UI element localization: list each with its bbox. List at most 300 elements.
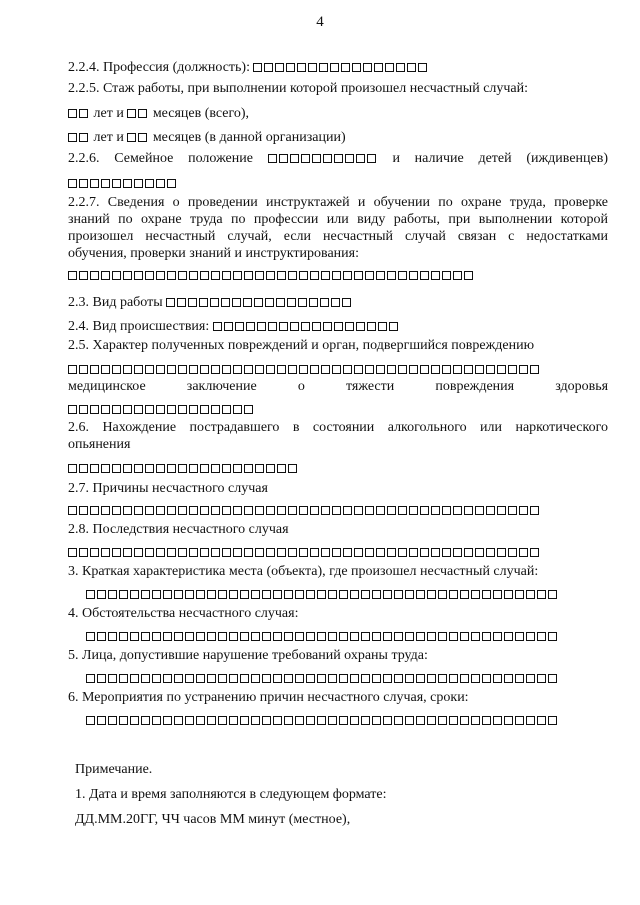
form-box-cell bbox=[398, 271, 407, 280]
form-box-cell bbox=[185, 590, 194, 599]
form-box-cell bbox=[460, 674, 469, 683]
form-box-cell bbox=[79, 506, 88, 515]
form-box-cell bbox=[312, 154, 321, 163]
form-box-cell bbox=[275, 63, 284, 72]
form-box-cell bbox=[244, 405, 253, 414]
form-box-cell bbox=[156, 548, 165, 557]
form-box-cell bbox=[537, 716, 546, 725]
form-box-cell bbox=[418, 63, 427, 72]
form-box-cell bbox=[464, 271, 473, 280]
form-box-cell bbox=[174, 716, 183, 725]
form-box-cell bbox=[354, 365, 363, 374]
form-box-cell bbox=[167, 271, 176, 280]
form-box-cell bbox=[486, 548, 495, 557]
form-box-cell bbox=[365, 365, 374, 374]
form-box-cell bbox=[152, 632, 161, 641]
form-box-cell bbox=[471, 716, 480, 725]
form-box-cell bbox=[332, 365, 341, 374]
form-box-cell bbox=[486, 365, 495, 374]
box-field-incident-type bbox=[213, 322, 400, 339]
form-box-cell bbox=[232, 298, 241, 307]
form-box-cell bbox=[68, 109, 77, 118]
form-box-cell bbox=[299, 271, 308, 280]
form-box-cell bbox=[156, 179, 165, 188]
form-box-cell bbox=[68, 506, 77, 515]
form-box-cell bbox=[387, 271, 396, 280]
item-6: 6. Мероприятия по устранению причин несчастного случая, сроки: bbox=[68, 690, 469, 705]
form-box-cell bbox=[130, 674, 139, 683]
form-box-cell bbox=[68, 464, 77, 473]
form-box-cell bbox=[251, 632, 260, 641]
form-box-cell bbox=[438, 632, 447, 641]
form-box-cell bbox=[178, 548, 187, 557]
form-box-cell bbox=[79, 464, 88, 473]
form-box-cell bbox=[200, 365, 209, 374]
form-box-cell bbox=[145, 405, 154, 414]
form-box-cell bbox=[449, 674, 458, 683]
form-box-cell bbox=[416, 674, 425, 683]
form-box-cell bbox=[323, 322, 332, 331]
form-box-cell bbox=[383, 674, 392, 683]
form-box-cell bbox=[464, 365, 473, 374]
form-box-cell bbox=[163, 674, 172, 683]
form-box-cell bbox=[90, 464, 99, 473]
form-box-cell bbox=[343, 365, 352, 374]
form-box-cell bbox=[394, 674, 403, 683]
form-box-cell bbox=[156, 405, 165, 414]
form-box-cell bbox=[504, 674, 513, 683]
form-box-cell bbox=[497, 365, 506, 374]
form-box-cell bbox=[537, 632, 546, 641]
form-box-cell bbox=[372, 674, 381, 683]
form-box-cell bbox=[233, 464, 242, 473]
form-box-cell bbox=[178, 365, 187, 374]
form-box-cell bbox=[97, 632, 106, 641]
form-box-cell bbox=[188, 298, 197, 307]
form-box-cell bbox=[508, 506, 517, 515]
form-box-cell bbox=[486, 506, 495, 515]
form-box-cell bbox=[367, 322, 376, 331]
form-box-cell bbox=[548, 632, 557, 641]
note-line-1: 1. Дата и время заполняются в следующем формате: bbox=[75, 787, 387, 802]
form-box-cell bbox=[189, 464, 198, 473]
form-box-cell bbox=[284, 632, 293, 641]
form-box-cell bbox=[235, 322, 244, 331]
form-box-cell bbox=[409, 506, 418, 515]
form-box-cell bbox=[273, 632, 282, 641]
form-box-cell bbox=[431, 365, 440, 374]
form-box-cell bbox=[288, 548, 297, 557]
form-box-cell bbox=[174, 632, 183, 641]
form-box-cell bbox=[330, 63, 339, 72]
form-box-cell bbox=[68, 271, 77, 280]
form-box-cell bbox=[515, 632, 524, 641]
form-box-cell bbox=[288, 271, 297, 280]
form-box-cell bbox=[68, 548, 77, 557]
form-box-cell bbox=[354, 548, 363, 557]
form-box-cell bbox=[243, 298, 252, 307]
form-box-cell bbox=[310, 548, 319, 557]
form-box-cell bbox=[331, 298, 340, 307]
form-box-cell bbox=[255, 365, 264, 374]
form-box-cell bbox=[372, 716, 381, 725]
box-field-place bbox=[86, 590, 559, 607]
form-box-cell bbox=[112, 464, 121, 473]
form-box-cell bbox=[207, 674, 216, 683]
form-box-cell bbox=[453, 365, 462, 374]
form-box-cell bbox=[453, 506, 462, 515]
form-box-cell bbox=[345, 322, 354, 331]
form-box-cell bbox=[68, 179, 77, 188]
form-box-cell bbox=[222, 506, 231, 515]
form-box-cell bbox=[68, 365, 77, 374]
form-box-cell bbox=[352, 63, 361, 72]
form-box-cell bbox=[328, 716, 337, 725]
form-box-cell bbox=[321, 271, 330, 280]
form-box-cell bbox=[482, 632, 491, 641]
form-box-cell bbox=[266, 365, 275, 374]
box-field-circumstances bbox=[86, 632, 559, 649]
form-box-cell bbox=[341, 63, 350, 72]
form-box-cell bbox=[86, 674, 95, 683]
form-box-cell bbox=[449, 632, 458, 641]
form-box-cell bbox=[317, 674, 326, 683]
form-box-cell bbox=[310, 271, 319, 280]
form-box-cell bbox=[361, 674, 370, 683]
form-box-cell bbox=[97, 716, 106, 725]
form-box-cell bbox=[548, 590, 557, 599]
form-box-cell bbox=[264, 63, 273, 72]
form-box-cell bbox=[416, 716, 425, 725]
form-box-cell bbox=[438, 716, 447, 725]
form-box-cell bbox=[119, 716, 128, 725]
form-box-cell bbox=[284, 716, 293, 725]
form-box-cell bbox=[295, 632, 304, 641]
form-box-cell bbox=[166, 298, 175, 307]
form-box-cell bbox=[361, 590, 370, 599]
form-box-cell bbox=[519, 548, 528, 557]
form-box-cell bbox=[79, 179, 88, 188]
box-field-consequences bbox=[68, 548, 541, 565]
form-box-cell bbox=[526, 674, 535, 683]
page-number: 4 bbox=[316, 14, 324, 30]
item-5: 5. Лица, допустившие нарушение требований охраны труда: bbox=[68, 648, 428, 663]
form-box-cell bbox=[90, 506, 99, 515]
form-box-cell bbox=[79, 133, 88, 142]
form-box-cell bbox=[233, 271, 242, 280]
form-box-cell bbox=[306, 674, 315, 683]
form-box-cell bbox=[350, 716, 359, 725]
form-box-cell bbox=[449, 716, 458, 725]
form-box-cell bbox=[68, 405, 77, 414]
violators-row bbox=[86, 671, 608, 691]
form-box-cell bbox=[178, 464, 187, 473]
form-box-cell bbox=[475, 506, 484, 515]
form-box-cell bbox=[218, 632, 227, 641]
form-box-cell bbox=[328, 590, 337, 599]
form-box-cell bbox=[240, 590, 249, 599]
form-box-cell bbox=[185, 716, 194, 725]
form-box-cell bbox=[526, 632, 535, 641]
form-box-cell bbox=[367, 154, 376, 163]
form-box-cell bbox=[405, 632, 414, 641]
form-box-cell bbox=[537, 590, 546, 599]
form-box-cell bbox=[497, 548, 506, 557]
form-box-cell bbox=[221, 298, 230, 307]
form-box-cell bbox=[101, 548, 110, 557]
form-box-cell bbox=[174, 590, 183, 599]
form-box-cell bbox=[323, 154, 332, 163]
form-box-cell bbox=[407, 63, 416, 72]
form-box-cell bbox=[255, 464, 264, 473]
item-2-6-line2: опьянения bbox=[68, 437, 131, 452]
form-box-cell bbox=[376, 271, 385, 280]
form-box-cell bbox=[409, 365, 418, 374]
form-box-cell bbox=[141, 716, 150, 725]
form-box-cell bbox=[273, 590, 282, 599]
form-box-cell bbox=[156, 365, 165, 374]
form-box-cell bbox=[339, 674, 348, 683]
form-box-cell bbox=[130, 590, 139, 599]
item-2-2-7-line1: 2.2.7. Сведения о проведении инструктажей и обучении по охране труда, проверке bbox=[68, 195, 608, 210]
form-box-cell bbox=[365, 548, 374, 557]
form-box-cell bbox=[134, 365, 143, 374]
form-box-cell bbox=[257, 322, 266, 331]
form-box-cell bbox=[167, 506, 176, 515]
form-box-cell bbox=[277, 506, 286, 515]
form-box-cell bbox=[130, 716, 139, 725]
form-box-cell bbox=[299, 548, 308, 557]
form-box-cell bbox=[211, 548, 220, 557]
form-box-cell bbox=[295, 716, 304, 725]
form-box-cell bbox=[207, 590, 216, 599]
form-box-cell bbox=[199, 298, 208, 307]
children-row bbox=[68, 176, 608, 196]
form-box-cell bbox=[383, 632, 392, 641]
form-box-cell bbox=[317, 590, 326, 599]
form-box-cell bbox=[519, 365, 528, 374]
form-box-cell bbox=[321, 506, 330, 515]
form-box-cell bbox=[277, 464, 286, 473]
intoxication-row bbox=[68, 461, 608, 481]
form-box-cell bbox=[374, 63, 383, 72]
form-box-cell bbox=[464, 548, 473, 557]
form-box-cell bbox=[350, 632, 359, 641]
form-box-cell bbox=[385, 63, 394, 72]
form-box-cell bbox=[387, 506, 396, 515]
form-box-cell bbox=[145, 179, 154, 188]
form-box-cell bbox=[79, 405, 88, 414]
form-box-cell bbox=[222, 365, 231, 374]
form-box-cell bbox=[266, 464, 275, 473]
form-box-cell bbox=[251, 716, 260, 725]
form-box-cell bbox=[394, 716, 403, 725]
box-field-months-total bbox=[127, 109, 149, 126]
form-box-cell bbox=[141, 674, 150, 683]
item-3: 3. Краткая характеристика места (объекта), где произошел несчастный случай: bbox=[68, 564, 539, 579]
box-field-intoxication bbox=[68, 464, 299, 481]
form-box-cell bbox=[290, 322, 299, 331]
form-box-cell bbox=[306, 632, 315, 641]
place-row bbox=[86, 587, 608, 607]
form-box-cell bbox=[86, 632, 95, 641]
training-row bbox=[68, 268, 608, 288]
form-box-cell bbox=[229, 590, 238, 599]
form-box-cell bbox=[196, 632, 205, 641]
form-box-cell bbox=[90, 179, 99, 188]
form-box-cell bbox=[156, 271, 165, 280]
form-box-cell bbox=[251, 590, 260, 599]
form-box-cell bbox=[299, 365, 308, 374]
form-box-cell bbox=[420, 271, 429, 280]
form-box-cell bbox=[320, 298, 329, 307]
form-box-cell bbox=[134, 506, 143, 515]
form-box-cell bbox=[233, 405, 242, 414]
form-box-cell bbox=[308, 63, 317, 72]
form-box-cell bbox=[167, 179, 176, 188]
circumstances-row bbox=[86, 629, 608, 649]
form-box-cell bbox=[301, 154, 310, 163]
form-box-cell bbox=[339, 716, 348, 725]
form-box-cell bbox=[306, 716, 315, 725]
form-box-cell bbox=[504, 716, 513, 725]
form-box-cell bbox=[189, 365, 198, 374]
form-box-cell bbox=[244, 365, 253, 374]
form-box-cell bbox=[321, 548, 330, 557]
form-box-cell bbox=[163, 632, 172, 641]
note-title: Примечание. bbox=[75, 762, 153, 777]
form-box-cell bbox=[530, 548, 539, 557]
form-box-cell bbox=[332, 548, 341, 557]
form-box-cell bbox=[339, 590, 348, 599]
form-box-cell bbox=[515, 716, 524, 725]
form-box-cell bbox=[493, 590, 502, 599]
form-box-cell bbox=[262, 632, 271, 641]
form-box-cell bbox=[90, 548, 99, 557]
form-box-cell bbox=[189, 548, 198, 557]
form-box-cell bbox=[266, 548, 275, 557]
form-box-cell bbox=[134, 271, 143, 280]
form-box-cell bbox=[141, 632, 150, 641]
form-box-cell bbox=[273, 716, 282, 725]
item-2-8: 2.8. Последствия несчастного случая bbox=[68, 522, 289, 537]
form-box-cell bbox=[482, 590, 491, 599]
form-box-cell bbox=[101, 405, 110, 414]
form-box-cell bbox=[301, 322, 310, 331]
form-box-cell bbox=[310, 365, 319, 374]
form-box-cell bbox=[211, 271, 220, 280]
form-box-cell bbox=[515, 590, 524, 599]
item-2-6-line1: 2.6. Нахождение пострадавшего в состоянии алкогольного или наркотического bbox=[68, 420, 608, 435]
form-box-cell bbox=[156, 464, 165, 473]
form-box-cell bbox=[299, 506, 308, 515]
form-box-cell bbox=[405, 674, 414, 683]
form-box-cell bbox=[378, 322, 387, 331]
box-field-measures bbox=[86, 716, 559, 733]
form-box-cell bbox=[398, 506, 407, 515]
form-box-cell bbox=[108, 674, 117, 683]
form-box-cell bbox=[268, 154, 277, 163]
form-box-cell bbox=[112, 548, 121, 557]
form-box-cell bbox=[288, 506, 297, 515]
form-box-cell bbox=[427, 674, 436, 683]
item-2-3: 2.3. Вид работы bbox=[68, 295, 608, 315]
form-box-cell bbox=[112, 405, 121, 414]
form-box-cell bbox=[222, 548, 231, 557]
box-field-years-org bbox=[68, 133, 90, 150]
form-box-cell bbox=[343, 548, 352, 557]
form-box-cell bbox=[123, 548, 132, 557]
form-box-cell bbox=[79, 271, 88, 280]
form-box-cell bbox=[86, 716, 95, 725]
form-box-cell bbox=[112, 271, 121, 280]
form-box-cell bbox=[123, 405, 132, 414]
form-box-cell bbox=[189, 271, 198, 280]
form-box-cell bbox=[233, 365, 242, 374]
form-box-cell bbox=[508, 548, 517, 557]
form-box-cell bbox=[79, 365, 88, 374]
form-box-cell bbox=[141, 590, 150, 599]
measures-row bbox=[86, 713, 608, 733]
form-box-cell bbox=[453, 271, 462, 280]
form-box-cell bbox=[145, 548, 154, 557]
form-box-cell bbox=[112, 179, 121, 188]
form-box-cell bbox=[101, 365, 110, 374]
box-field-training bbox=[68, 271, 475, 288]
form-box-cell bbox=[123, 365, 132, 374]
form-box-cell bbox=[383, 590, 392, 599]
form-box-cell bbox=[460, 632, 469, 641]
form-box-cell bbox=[334, 154, 343, 163]
form-box-cell bbox=[475, 365, 484, 374]
form-box-cell bbox=[138, 109, 147, 118]
form-box-cell bbox=[240, 716, 249, 725]
form-box-cell bbox=[317, 716, 326, 725]
form-box-cell bbox=[251, 674, 260, 683]
form-box-cell bbox=[345, 154, 354, 163]
form-box-cell bbox=[123, 179, 132, 188]
form-box-cell bbox=[356, 322, 365, 331]
box-field-marital bbox=[268, 154, 378, 171]
form-box-cell bbox=[431, 271, 440, 280]
form-box-cell bbox=[394, 590, 403, 599]
form-box-cell bbox=[145, 271, 154, 280]
form-box-cell bbox=[101, 464, 110, 473]
form-box-cell bbox=[112, 365, 121, 374]
form-box-cell bbox=[167, 464, 176, 473]
form-box-cell bbox=[246, 322, 255, 331]
form-box-cell bbox=[416, 590, 425, 599]
note-line-2: ДД.ММ.20ГГ, ЧЧ часов ММ минут (местное), bbox=[75, 812, 351, 827]
form-box-cell bbox=[297, 63, 306, 72]
form-box-cell bbox=[464, 506, 473, 515]
item-2-2-6: 2.2.6. Семейное положение и наличие детей (иждивенцев) bbox=[68, 151, 608, 171]
item-2-5: 2.5. Характер полученных повреждений и орган, подвергшийся повреждению bbox=[68, 338, 535, 353]
form-box-cell bbox=[306, 590, 315, 599]
form-box-cell bbox=[519, 506, 528, 515]
form-box-cell bbox=[356, 154, 365, 163]
form-box-cell bbox=[123, 271, 132, 280]
form-box-cell bbox=[361, 716, 370, 725]
form-box-cell bbox=[163, 590, 172, 599]
form-box-cell bbox=[298, 298, 307, 307]
form-box-cell bbox=[211, 506, 220, 515]
form-box-cell bbox=[130, 632, 139, 641]
experience-org-row: лет и месяцев (в данной организации) bbox=[68, 130, 608, 150]
box-field-violators bbox=[86, 674, 559, 691]
form-box-cell bbox=[332, 506, 341, 515]
form-box-cell bbox=[152, 716, 161, 725]
